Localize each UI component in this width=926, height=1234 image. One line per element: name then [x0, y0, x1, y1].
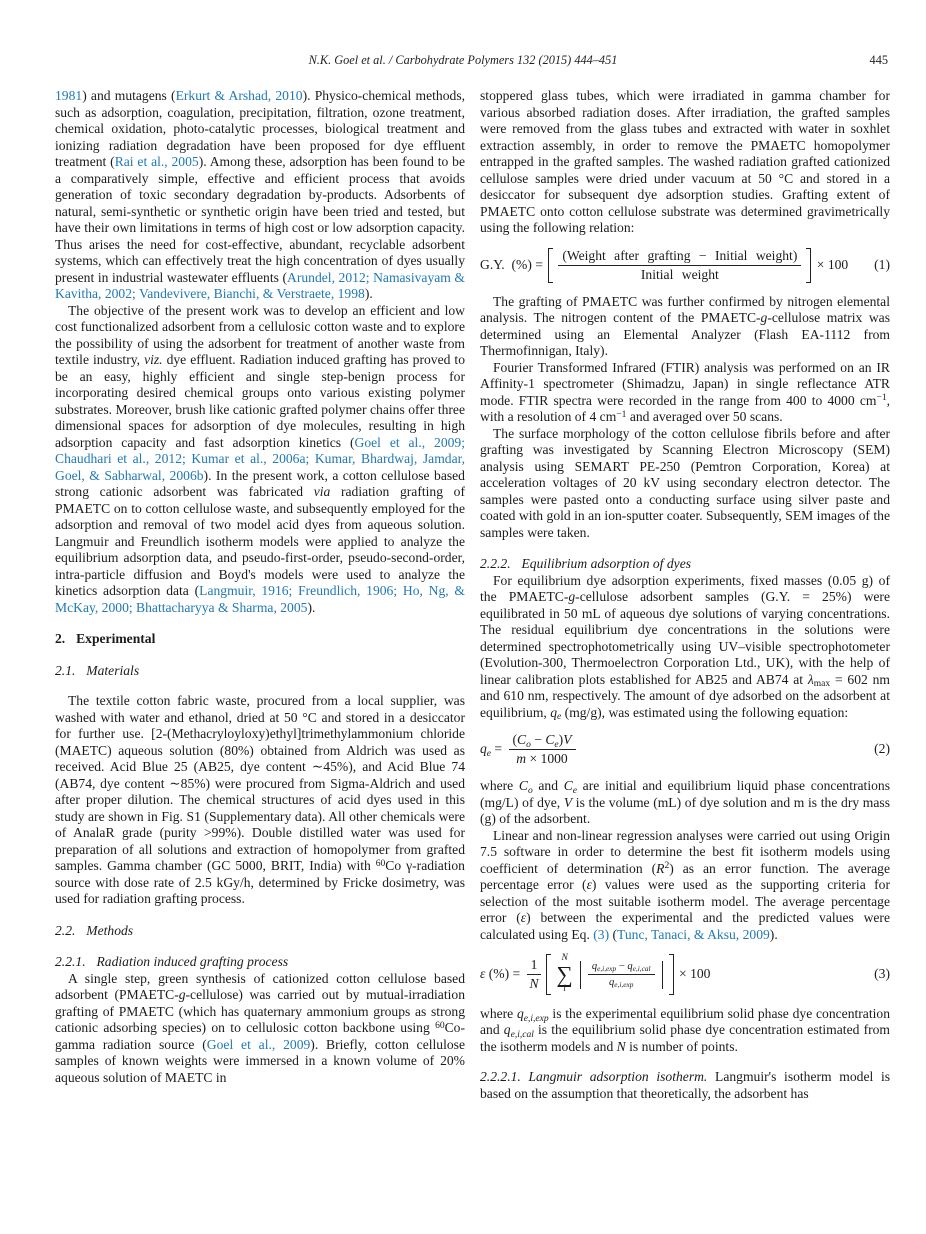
citation-link[interactable]: Erkurt & Arshad, 2010	[175, 88, 303, 103]
text-run: q	[480, 741, 487, 757]
section-heading	[55, 954, 465, 971]
equation-2	[480, 732, 890, 767]
text-run: Co γ-radiation source with dose rate of 2.5 kGy/h, determined by Fricke dosimetry, was used for radiation grafting process.	[55, 858, 465, 906]
fraction-denominator	[641, 266, 719, 283]
text-run: (%) =	[485, 966, 524, 982]
fraction-denominator	[609, 975, 633, 989]
sum-upper-limit: N	[561, 953, 568, 964]
text-run: 60	[375, 858, 386, 869]
text-run: stoppered glass tubes, which were irradiated in gamma chamber for various absorbed radiation doses. After irradiation, the grafted samples were removed from the glass tubes and extracted with water in soxhlet extraction assembly, in order to remove the PMAETC homopolymer entrapped in the grafted samples. The washed radiation grafted cationized cellulose samples were dried under vacuum at 50 °C and stored in a desiccator for subsequent dye adsorption studies. Grafting extent of PMAETC onto cotton cellulose substrate was determined gravimetrically using the following relation:	[480, 88, 890, 235]
text-run: -cellulose) was carried out by mutual-irradiation grafting of PMAETC (which has quaternary ammonium groups as strong cationic adsorbing species) on to cellulosic cotton backbone using	[55, 987, 465, 1035]
heading-number: 2.2.	[55, 922, 76, 938]
text-run: e,i,exp	[597, 963, 617, 973]
paragraph	[480, 88, 890, 237]
text-run: max	[813, 679, 831, 690]
text-run: × 100	[813, 256, 849, 272]
text-run: × 100	[675, 966, 711, 982]
fraction-numerator	[588, 960, 655, 975]
paragraph	[480, 573, 890, 722]
text-run: where	[480, 1005, 517, 1021]
text-run: q	[609, 977, 615, 989]
text-run: )	[558, 732, 564, 748]
text-run: ) and mutagens (	[82, 88, 176, 103]
right-column	[480, 88, 890, 1102]
left-column	[55, 88, 465, 1102]
heading-number: 2.1.	[55, 662, 76, 678]
text-run: e,i,exp	[614, 980, 634, 990]
section-heading	[55, 631, 465, 648]
text-run: m	[516, 751, 527, 767]
paragraph	[55, 693, 465, 908]
absolute-value-bar	[580, 961, 581, 989]
text-run: C	[518, 778, 528, 794]
heading-title: Methods	[86, 922, 134, 938]
text-run: o	[527, 785, 533, 796]
section-heading	[480, 556, 890, 573]
text-run: e,i,cal	[632, 963, 651, 973]
text-run: e	[557, 712, 562, 723]
text-run: ).	[364, 286, 373, 301]
text-run: (mg/g), was estimated using the following equation:	[561, 704, 849, 720]
page-number: 445	[869, 53, 888, 67]
text-run: C	[563, 778, 573, 794]
text-run: , with a resolution of 4 cm	[480, 392, 890, 425]
text-run: e	[572, 785, 578, 796]
text-run: ε	[480, 966, 486, 982]
text-run: λ	[807, 671, 814, 687]
citation-link[interactable]: Arundel, 2012; Namasivayam & Kavitha, 2002; Vandevivere, Bianchi, & Verstraete, 1998	[55, 269, 465, 301]
text-run: ) between the experimental and the predicted values were calculated using Eq.	[480, 910, 890, 942]
text-run: is the experimental equilibrium solid phase dye concentration and	[480, 1005, 890, 1038]
text-run: e	[554, 739, 559, 750]
text-run: R	[656, 860, 665, 876]
heading-title: Radiation induced grafting process	[96, 954, 289, 969]
text-run: ). Among these, adsorption has been found to be a comparatively simple, effective and efficient process that avoids generation of toxic secondary degradation by-products. Adsorbents of natural, semi-synthetic or synthetic origin have been tried and tested, but have their own limitations in terms of high cost or low adsorption capacity. Thus arises the need for cost-effective, abundant, recyclable adsorbent systems, which can effectively treat the high concentration of dyes usually present in industrial wastewater effluents (	[55, 154, 465, 285]
text-run: ) as an error function. The average percentage error (	[480, 860, 890, 893]
text-run: e,i,exp	[523, 1013, 549, 1024]
heading-number: 2.2.2.	[480, 556, 511, 572]
text-run: is the volume (mL) of dye solution and m is the dry mass (g) of the adsorbent.	[480, 794, 890, 827]
text-run: Initial weight	[640, 266, 719, 282]
text-run: q	[627, 960, 633, 972]
text-run: ). In the present work, a cotton cellulose based strong cationic adsorbent was fabricated	[55, 467, 465, 499]
fraction-denominator	[529, 975, 538, 992]
section-heading	[55, 923, 465, 940]
paragraph	[480, 294, 890, 360]
text-run: V	[563, 732, 572, 748]
text-run: The grafting of PMAETC was further confirmed by nitrogen elemental analysis. The nitrogen content of the PMAETC-	[480, 293, 890, 326]
text-run: The textile cotton fabric waste, procured from a local supplier, was washed with water and ethanol, dried at 50 °C and stored in a desiccator for further use. [2-(Methacryloyloxy)ethyl]trimethylammonium chloride (MAETC) aqueous solution (80%) obtained from Aldrich was used as received. Acid Blue 25 (AB25, dye content ∼45%), and Acid Blue 74 (AB74, dye content ∼85%) were procured from Sigma-Aldrich and used after proper dilution. The chemical structures of acid dyes used in this study are shown in Fig. S1 (Supplementary data). All other chemicals were of AnalaR grade (purity >99%). Double distilled water was used for preparation of all solutions and extraction of homopolymer from grafted samples. Gamma chamber (GC 5000, BRIT, India) with	[55, 693, 465, 873]
text-run: q	[550, 704, 558, 720]
text-run: (	[609, 926, 618, 942]
text-run: via	[313, 484, 331, 499]
paragraph	[55, 971, 465, 1087]
text-run: ). Physico-chemical methods, such as adsorption, coagulation, precipitation, filtration, ozone treatment, chemical oxidation, photo-catalytic processes, biological treatment and ionizing radiation degradation have been proposed for dye effluent treatment (	[55, 88, 466, 169]
equation-lhs	[480, 966, 524, 983]
text-run: For equilibrium dye adsorption experiments, fixed masses (0.05 g) of the PMAETC-	[480, 572, 890, 605]
text-run: −1	[876, 393, 887, 404]
text-run: (Weight after grafting − Initial weight)	[562, 247, 798, 263]
heading-number: 2.2.1.	[55, 954, 86, 969]
equation-tail	[676, 966, 711, 983]
text-run: -cellulose adsorbent samples (G.Y. = 25%) were equilibrated in 50 mL of aqueous dye solutions of varying concentrations. The residual equilibrium dye concentrations in the solutions were determined spectrophotometrically using UV–visible spectrophotometer (Evolution-300, Thermoelectron Corporation Ltd., UK), with the help of linear calibration plots established for AB25 and AB74 at	[480, 589, 890, 687]
text-run: = 602 nm and 610 nm, respectively. The amount of dye adsorbed on the adsorbent at equilibrium,	[480, 671, 890, 720]
text-run: q	[591, 960, 598, 972]
text-run: g	[178, 987, 186, 1002]
equation-lhs	[480, 257, 546, 274]
text-run: C	[517, 732, 527, 748]
summation-symbol	[556, 954, 572, 995]
text-run: The objective of the present work was to develop an efficient and low cost functionalized adsorbent from a cellulosic cotton waste and to explore the possibility of using the adsorbent for treatment of another waste from textile industry,	[55, 302, 465, 367]
text-run: C	[545, 732, 555, 748]
sum-lower-limit: i	[563, 984, 566, 995]
sigma-glyph: ∑	[556, 961, 573, 987]
text-run: e,i,cal	[510, 1030, 534, 1041]
fraction	[558, 248, 801, 283]
citation-link[interactable]: Langmuir, 1916; Freundlich, 1906; Ho, Ng, & McKay, 2000; Bhattacharyya & Sharma, 2005	[55, 583, 465, 615]
equation-3	[480, 954, 890, 995]
text-run: Linear and non-linear regression analyses were carried out using Origin 7.5 software in order to determine the best fit isotherm models using coefficient of determination (	[480, 827, 890, 876]
text-run: radiation grafting of PMAETC on to cotton cellulose waste, and subsequently employed for the adsorption and removal of two model acid dyes from aqueous solution. Langmuir and Freundlich isotherm models were applied to analyze the equilibrium adsorption data, and pseudo-first-order, pseudo-second-order, intra-particle diffusion and Boyd's models were used to analyze the kinetics adsorption data (	[55, 484, 465, 598]
text-run: ε	[520, 910, 527, 926]
text-run: ).	[307, 599, 316, 615]
paragraph	[480, 1069, 890, 1102]
text-run: q	[517, 1005, 524, 1021]
text-run: 1	[530, 957, 538, 973]
paragraph	[480, 426, 890, 542]
fraction-numerator	[509, 732, 576, 750]
paragraph	[480, 828, 890, 944]
right-bracket	[669, 954, 674, 995]
paragraph	[55, 303, 465, 617]
text-run: Fourier Transformed Infrared (FTIR) analysis was performed on an IR Affinity-1 spectrometer (Shimadzu, Japan) in single reflectance ATR mode. FTIR spectra were recorded in the range from 400 to 4000 cm	[480, 359, 890, 408]
fraction	[527, 957, 542, 992]
text-run: g	[568, 589, 576, 605]
text-run: Co-gamma radiation source (	[55, 1020, 465, 1052]
text-run: are initial and equilibrium liquid phase concentrations (mg/L) of dye,	[480, 778, 890, 810]
text-run: o	[526, 739, 531, 750]
left-bracket	[546, 954, 551, 995]
fraction-denominator	[516, 750, 567, 767]
paragraph	[480, 1006, 890, 1056]
running-head	[0, 0, 926, 68]
heading-number: 2.	[55, 631, 66, 646]
text-run: where	[480, 778, 519, 794]
equation-lhs	[480, 741, 506, 758]
text-run: (	[512, 732, 518, 748]
text-run: ). Briefly, cotton cellulose samples of known weights were immersed in a known volume of 20% aqueous solution of MAETC in	[55, 1036, 465, 1085]
text-run: is number of points.	[625, 1038, 738, 1054]
text-run: The surface morphology of the cotton cellulose fibrils before and after grafting was investigated by Scanning Electron Microscopy (SEM) analysis using SEMART PE-250 (Pemtron Corporation, Korea) at acceleration voltages of 20 kV using secondary electron detector. The samples were pasted onto a conducting surface using silver paste and coated with gold in an ion-sputter coater. Subsequently, SEM images of the samples were taken.	[480, 425, 890, 540]
text-run: g	[760, 310, 768, 326]
fraction	[509, 732, 576, 767]
text-run: G.Y. (%) =	[480, 256, 547, 272]
text-run: is the equilibrium solid phase dye concentration estimated from the isotherm models and	[480, 1022, 890, 1054]
heading-title: Equilibrium adsorption of dyes	[521, 556, 692, 572]
left-bracket	[548, 248, 553, 283]
section-heading	[55, 663, 465, 680]
text-run: 60	[435, 1020, 445, 1031]
paragraph	[480, 778, 890, 828]
equation-number: (2)	[874, 741, 890, 757]
absolute-value-bar	[662, 961, 663, 989]
heading-title: Experimental	[76, 631, 156, 646]
text-run: and averaged over 50 scans.	[626, 409, 783, 425]
text-run: −1	[616, 409, 627, 420]
citation-link[interactable]: Goel et al., 2009	[206, 1036, 311, 1052]
text-run: A single step, green synthesis of cationized cotton cellulose based adsorbent (PMAETC-	[55, 970, 465, 1002]
fraction	[588, 960, 655, 989]
running-title: N.K. Goel et al. / Carbohydrate Polymers 132 (2015) 444–451	[308, 53, 618, 67]
text-run: e	[486, 749, 492, 759]
paragraph	[55, 88, 465, 303]
text-run: × 1000	[526, 751, 568, 767]
equation-number: (1)	[874, 256, 890, 272]
text-run: 2	[664, 861, 670, 872]
citation-link[interactable]: Rai et al., 2005	[114, 154, 199, 169]
text-run: viz.	[144, 352, 163, 367]
fraction-numerator	[558, 248, 801, 266]
two-column-body	[0, 68, 926, 1102]
fraction-numerator	[527, 957, 542, 975]
text-run: ) values were used as the supporting criteria for selection of the most suitable isotherm model. The average percentage error (	[480, 877, 890, 926]
citation-link[interactable]: Goel et al., 2009; Chaudhari et al., 2012; Kumar et al., 2006a; Kumar, Bhardwaj, Jamdar, Goel, & Sabharwal, 2006b	[55, 434, 465, 483]
text-run: q	[503, 1022, 511, 1038]
equation-1	[480, 248, 890, 283]
text-run: -cellulose matrix was determined using an Elemental Analyzer (Flash EA-1112 from Thermofinnigan, Italy).	[480, 310, 890, 359]
paragraph	[480, 360, 890, 426]
citation-link[interactable]: 1981	[55, 88, 83, 103]
text-run: −	[616, 960, 628, 972]
text-run: ε	[586, 877, 592, 893]
text-run: V	[563, 794, 573, 810]
text-run: ).	[769, 926, 778, 942]
citation-link[interactable]: (3)	[593, 926, 610, 942]
text-run: Langmuir's isotherm model is based on the assumption that theoretically, the adsorbent has	[480, 1069, 891, 1101]
text-run: N	[529, 976, 539, 992]
text-run: dye effluent. Radiation induced grafting has proved to be an easy, highly efficient and single step-benign process for incorporating desired chemical groups onto various existing polymer substrates. Moreover, brush like cationic grafted polymer chains offer three dimensional spaces for adsorption of dye molecules, resulting in high adsorption capacity and fast adsorption kinetics (	[55, 352, 465, 450]
equation-tail	[813, 257, 848, 274]
text-run: N	[616, 1038, 626, 1054]
text-run: and	[532, 778, 564, 794]
text-run: 2.2.2.1. Langmuir adsorption isotherm.	[480, 1069, 708, 1085]
heading-title: Materials	[86, 662, 140, 678]
citation-link[interactable]: Tunc, Tanaci, & Aksu, 2009	[617, 926, 770, 942]
equation-number: (3)	[874, 966, 890, 982]
right-bracket	[806, 248, 811, 283]
text-run: =	[491, 741, 506, 757]
text-run: −	[530, 732, 546, 748]
